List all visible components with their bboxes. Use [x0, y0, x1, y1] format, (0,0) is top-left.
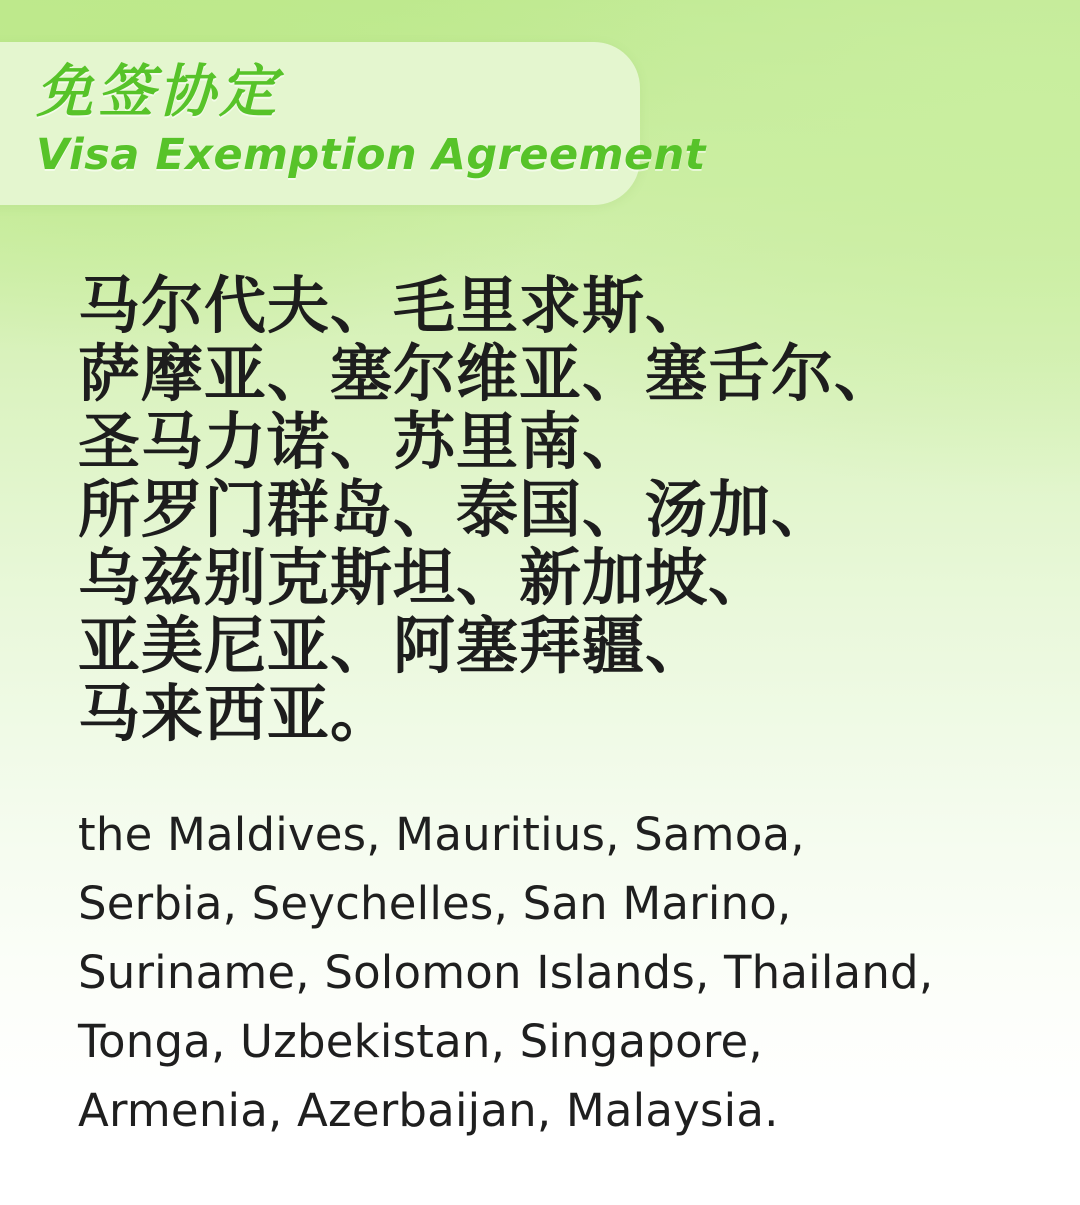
country-line-en: the Maldives, Mauritius, Samoa, — [78, 808, 805, 861]
country-line-cn: 乌兹别克斯坦、新加坡、 — [78, 541, 772, 614]
country-line-cn: 马来西亚。 — [78, 677, 394, 750]
country-list-chinese — [78, 269, 1038, 750]
country-line-cn: 马尔代夫、毛里求斯、 — [78, 269, 709, 342]
country-list-english — [78, 800, 1048, 1145]
country-line-cn: 所罗门群岛、泰国、汤加、 — [78, 473, 835, 546]
country-line-en: Suriname, Solomon Islands, Thailand, — [78, 946, 934, 999]
page-title-english: Visa Exemption Agreement — [36, 129, 706, 180]
page-title-chinese: 免签协定 — [36, 59, 280, 125]
country-line-en: Armenia, Azerbaijan, Malaysia. — [78, 1084, 779, 1137]
country-line-cn: 亚美尼亚、阿塞拜疆、 — [78, 609, 709, 682]
title-badge — [0, 42, 706, 205]
country-line-cn: 萨摩亚、塞尔维亚、塞舌尔、 — [78, 337, 898, 410]
country-line-en: Tonga, Uzbekistan, Singapore, — [78, 1015, 763, 1068]
country-line-en: Serbia, Seychelles, San Marino, — [78, 877, 792, 930]
country-line-cn: 圣马力诺、苏里南、 — [78, 405, 646, 478]
bottom-spacer — [0, 1145, 1080, 1205]
